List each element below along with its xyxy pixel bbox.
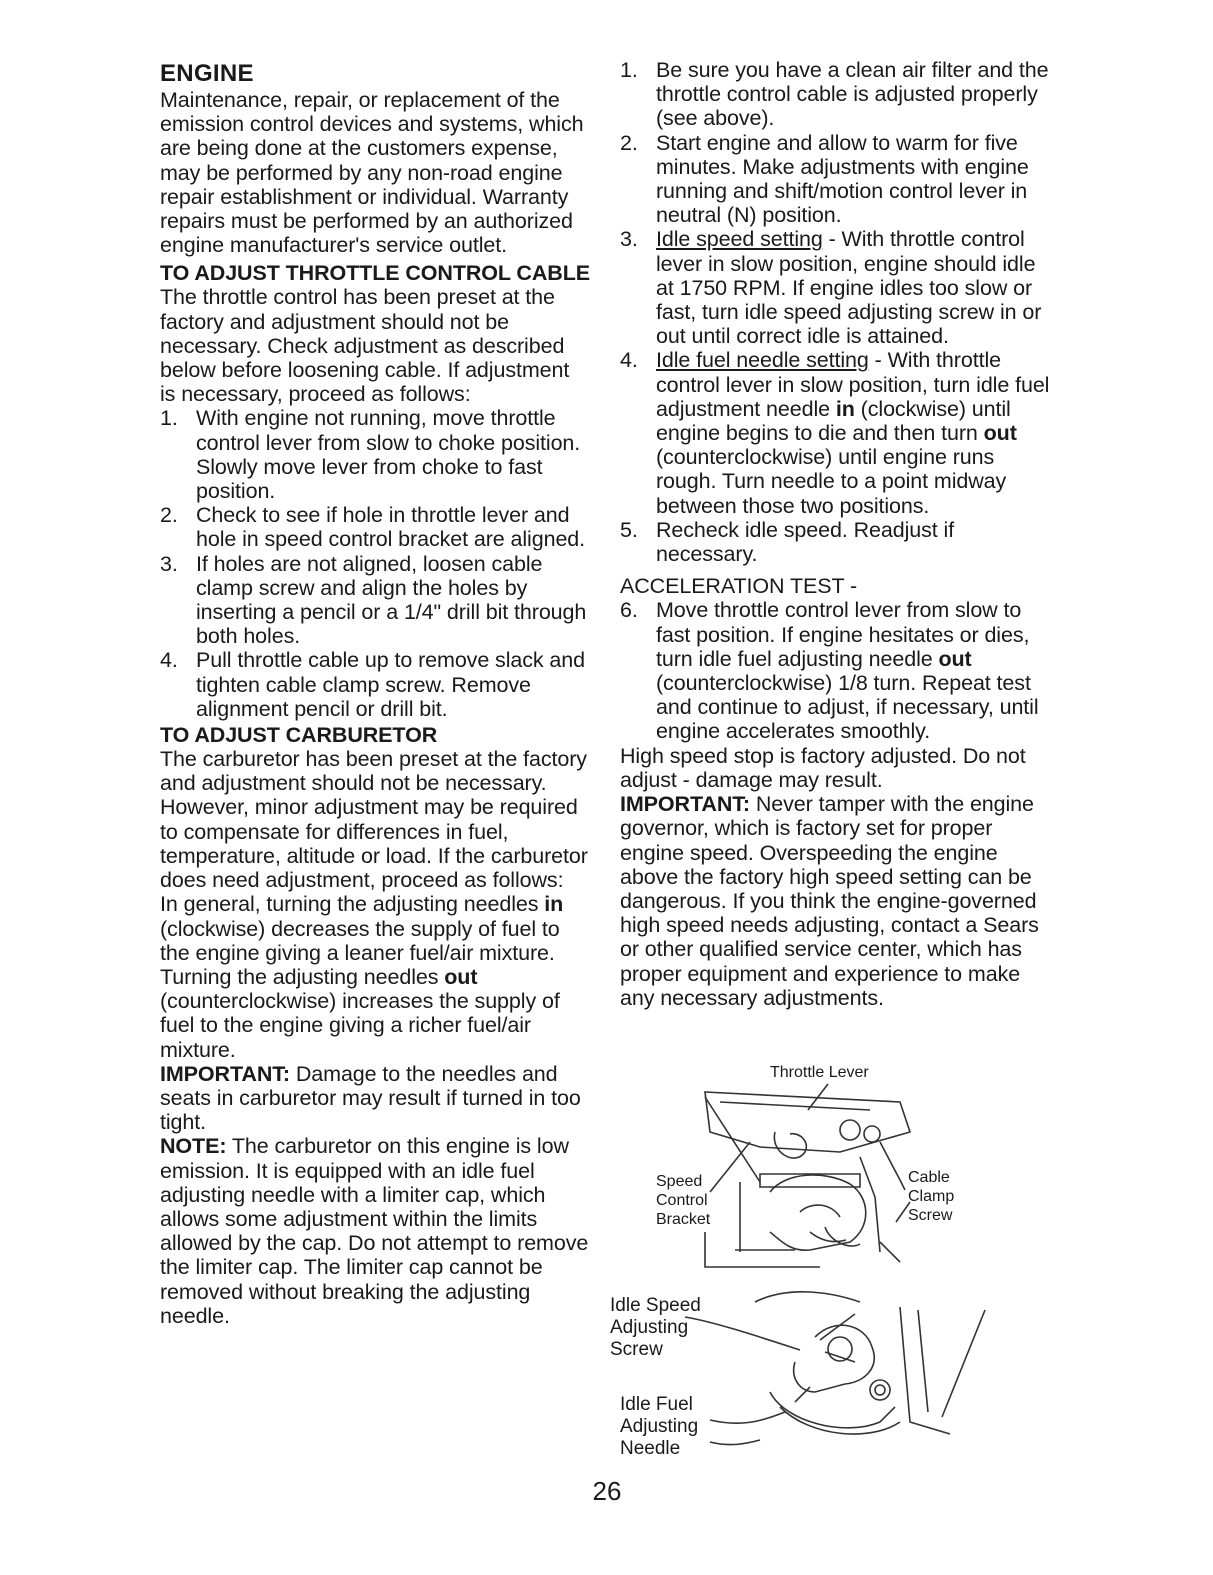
list-item: [620, 518, 1050, 566]
label-line: Bracket: [656, 1211, 711, 1228]
general-out: out: [444, 964, 478, 989]
step-text: If holes are not aligned, loosen cable clamp screw and align the holes by inserting a pencil or a 1/4" drill bit through both holes.: [196, 551, 587, 649]
label-line: Screw: [610, 1339, 663, 1360]
carburetor-steps: [620, 58, 1050, 566]
step-number: 5.: [620, 517, 638, 542]
speed-control-bracket-label: [656, 1172, 710, 1229]
step-number: 2.: [160, 503, 178, 528]
step-number: 1.: [160, 406, 178, 431]
step-in: in: [835, 396, 855, 421]
step-number: 2.: [620, 130, 638, 155]
throttle-intro: The throttle control has been preset at the factory and adjustment should not be necessary. Check adjustment as described below before loosening cable. If adjustment is necessary, proceed as follows:: [160, 285, 570, 407]
general-text-b: (clockwise) decreases the supply of fuel to the engine giving a leaner fuel/air mixture. Turning the adjusting needles: [160, 916, 560, 989]
step-text: Pull throttle cable up to remove slack and tighten cable clamp screw. Remove alignment pencil or drill bit.: [196, 648, 585, 721]
step-number: 4.: [620, 348, 638, 373]
throttle-heading: TO ADJUST THROTTLE CONTROL CABLE: [160, 261, 590, 286]
list-item: [620, 227, 1050, 348]
general-text-a: In general, turning the adjusting needles: [160, 892, 545, 917]
general-text-c: (counterclockwise) increases the supply of fuel to the engine giving a richer fuel/air mixture.: [160, 989, 560, 1062]
step-out: out: [983, 421, 1017, 446]
label-line: Idle Speed: [610, 1295, 701, 1316]
important-label: IMPORTANT:: [620, 792, 750, 817]
step-number: 4.: [160, 648, 178, 673]
list-item: [620, 131, 1050, 228]
left-column: [160, 58, 590, 1328]
right-column: [620, 58, 1050, 1010]
label-line: Control: [656, 1192, 708, 1209]
important-text: Damage to the needles and seats in carburetor may result if turned in too tight.: [160, 1061, 581, 1135]
important-text: Never tamper with the engine governor, which is factory set for proper engine speed. Overspeeding the engine above the factory high speed setting can be dangerous. If you think the engine-governed high speed needs adjusting, contact a Sears or other qualified service center, which has proper equipment and experience to make any necessary adjustments.: [620, 792, 1039, 1010]
step-text: With engine not running, move throttle control lever from slow to choke position. Slowly move lever from choke to fast position.: [196, 406, 581, 504]
general-paragraph: [160, 892, 590, 1061]
step-text: Start engine and allow to warm for five minutes. Make adjustments with engine running and shift/motion control lever in neutral (N) position.: [656, 130, 1029, 228]
cable-clamp-screw-label: [908, 1168, 954, 1225]
step-number: 3.: [620, 227, 638, 252]
step-title: Idle fuel needle setting: [656, 348, 869, 373]
throttle-steps: [160, 406, 590, 721]
acceleration-steps: [620, 598, 1050, 743]
list-item: [620, 598, 1050, 743]
engine-heading: ENGINE: [160, 60, 254, 87]
important-paragraph: [620, 792, 1050, 1010]
idle-fuel-needle-label: [620, 1394, 698, 1460]
general-in: in: [544, 892, 564, 917]
label-line: Adjusting: [610, 1317, 689, 1338]
step-text: (clockwise) until engine begins to die and then turn: [656, 396, 1011, 446]
carburetor-heading: TO ADJUST CARBURETOR: [160, 723, 438, 748]
note-text: The carburetor on this engine is low emission. It is equipped with an idle fuel adjusting needle with a limiter cap, which allows some adjustment within the limits allowed by the cap. Do not attempt to remove the limiter cap. The limiter cap cannot be removed without breaking the adjusting needle.: [160, 1134, 589, 1328]
step-number: 3.: [160, 551, 178, 576]
label-line: Cable: [908, 1169, 950, 1186]
step-out: out: [938, 646, 972, 671]
step-text: (counterclockwise) until engine runs rough. Turn needle to a point midway between those two positions.: [656, 445, 1007, 518]
list-item: [160, 648, 590, 721]
list-item: [620, 58, 1050, 131]
step-text: (counterclockwise) 1/8 turn. Repeat test and continue to adjust, if necessary, until engine accelerates smoothly.: [656, 671, 1039, 744]
important-label: IMPORTANT:: [160, 1061, 290, 1086]
note-label: NOTE:: [160, 1134, 227, 1159]
label-line: Idle Fuel: [620, 1394, 693, 1415]
idle-speed-screw-label: [610, 1295, 701, 1361]
carburetor-intro: The carburetor has been preset at the factory and adjustment should not be necessary. However, minor adjustment may be required to compensate for differences in fuel, temperature, altitude or load. If the carburetor does need adjustment, proceed as follows:: [160, 747, 588, 893]
list-item: [160, 552, 590, 649]
note-paragraph: [160, 1134, 590, 1328]
carburetor-figure: [610, 1062, 1030, 1482]
step-text: - With throttle control lever in slow position, engine should idle at 1750 RPM. If engine idles too slow or fast, turn idle speed adjusting screw in or out until correct idle is attained.: [656, 227, 1042, 349]
label-line: Needle: [620, 1438, 681, 1459]
step-text: Check to see if hole in throttle lever and hole in speed control bracket are aligned.: [196, 503, 586, 552]
acceleration-heading: ACCELERATION TEST -: [620, 574, 858, 599]
label-line: Speed: [656, 1173, 703, 1190]
high-speed-paragraph: High speed stop is factory adjusted. Do not adjust - damage may result.: [620, 743, 1026, 792]
engine-paragraph: Maintenance, repair, or replacement of the emission control devices and systems, which are being done at the customers expense, may be performed by any non-road engine repair establishment or individual. Warranty repairs must be performed by an authorized engine manufacturer's service outlet.: [160, 88, 584, 258]
list-item: [160, 503, 590, 551]
step-text: - With throttle control lever in slow position, turn idle fuel adjustment needle: [656, 348, 1050, 421]
label-line: Clamp: [908, 1188, 955, 1205]
list-item: [160, 406, 590, 503]
step-text: Be sure you have a clean air filter and the throttle control cable is adjusted properly (see above).: [656, 58, 1049, 131]
list-item: [620, 348, 1050, 517]
step-number: 1.: [620, 58, 638, 82]
step-title: Idle speed setting: [656, 227, 823, 252]
step-text: Recheck idle speed. Readjust if necessary.: [656, 517, 955, 567]
page-number: 26: [592, 1476, 622, 1506]
label-line: Adjusting: [620, 1416, 699, 1437]
throttle-lever-label: Throttle Lever: [770, 1064, 869, 1081]
label-line: Screw: [908, 1207, 953, 1224]
important-paragraph: [160, 1062, 590, 1135]
step-number: 6.: [620, 598, 638, 623]
step-text: Move throttle control lever from slow to fast position. If engine hesitates or dies, turn idle fuel adjusting needle: [656, 598, 1030, 671]
